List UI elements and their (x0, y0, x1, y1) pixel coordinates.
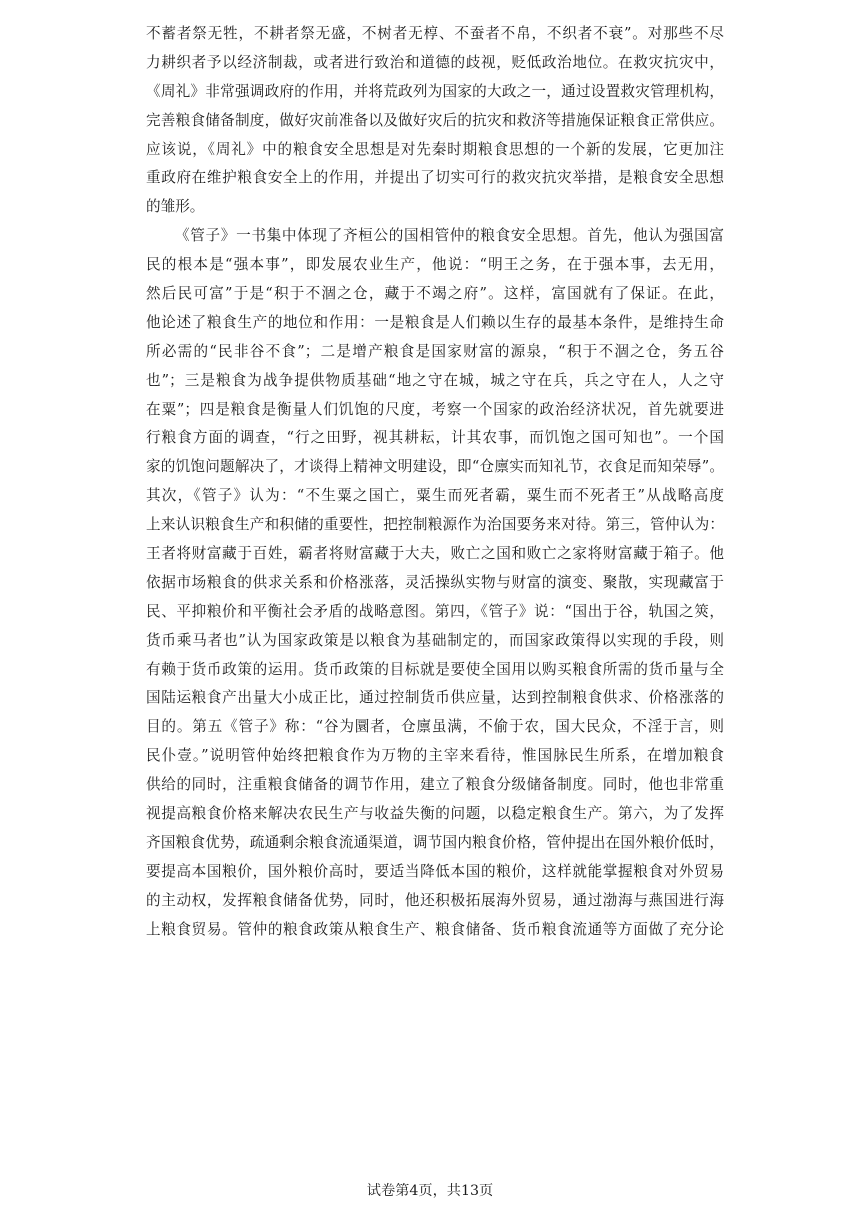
text-line: 的雏形。 (146, 198, 205, 216)
text-line: 依据市场粮食的供求关系和价格涨落，灵活操纵实物与财富的演变、聚散，实现藏富于 (146, 573, 724, 591)
text-line: 《管子》一书集中体现了齐桓公的国相管仲的粮食安全思想。首先，他认为强国富 (175, 227, 724, 245)
text-line: 货币乘马者也”认为国家政策是以粮食为基础制定的，而国家政策得以实现的手段，则 (146, 631, 724, 649)
text-line: 家的饥饱问题解决了，才谈得上精神文明建设，即“仓廪实而知礼节，衣食足而知荣辱”。 (146, 458, 724, 476)
text-line: 行粮食方面的调查，“行之田野，视其耕耘，计其农事，而饥饱之国可知也”。一个国 (146, 429, 724, 447)
text-line: 要提高本国粮价，国外粮价高时，要适当降低本国的粮价，这样就能掌握粮食对外贸易 (146, 862, 724, 880)
text-line: 《周礼》非常强调政府的作用，并将荒政列为国家的大政之一，通过设置救灾管理机构， (146, 82, 724, 100)
text-line: 所必需的“民非谷不食”；二是增产粮食是国家财富的源泉，“积于不涸之仓，务五谷 (146, 342, 724, 360)
text-line: 然后民可富”于是“积于不涸之仓，藏于不竭之府”。这样，富国就有了保证。在此， (146, 285, 724, 303)
text-line: 目的。第五《管子》称：“谷为圜者，仓廪虽满，不偷于农，国大民众，不淫于言，则 (146, 718, 724, 736)
text-line: 上来认识粮食生产和积储的重要性，把控制粮源作为治国要务来对待。第三，管仲认为： (146, 516, 724, 534)
text-line: 国陆运粮食产出量大小成正比，通过控制货币供应量，达到控制粮食供求、价格涨落的 (146, 689, 724, 707)
text-line: 在粟”；四是粮食是衡量人们饥饱的尺度，考察一个国家的政治经济状况，首先就要进 (146, 400, 724, 418)
text-line: 供给的同时，注重粮食储备的调节作用，建立了粮食分级储备制度。同时，他也非常重 (146, 776, 724, 794)
text-line: 有赖于货币政策的运用。货币政策的目标就是要使全国用以购买粮食所需的货币量与全 (146, 660, 724, 678)
text-line: 应该说，《周礼》中的粮食安全思想是对先秦时期粮食思想的一个新的发展，它更加注 (146, 140, 724, 158)
text-line: 视提高粮食价格来解决农民生产与收益失衡的问题，以稳定粮食生产。第六，为了发挥 (146, 805, 724, 823)
text-line: 民仆壹。”说明管仲始终把粮食作为万物的主宰来看待，惟国脉民生所系，在增加粮食 (146, 747, 724, 765)
text-line: 他论述了粮食生产的地位和作用：一是粮食是人们赖以生存的最基本条件，是维持生命 (146, 313, 724, 331)
text-line: 齐国粮食优势，疏通剩余粮食流通渠道，调节国内粮食价格，管仲提出在国外粮价低时， (146, 833, 724, 851)
text-line: 力耕织者予以经济制裁，或者进行致治和道德的歧视，贬低政治地位。在救灾抗灾中， (146, 53, 724, 71)
text-line: 完善粮食储备制度，做好灾前准备以及做好灾后的抗灾和救济等措施保证粮食正常供应。 (146, 111, 724, 129)
text-line: 重政府在维护粮食安全上的作用，并提出了切实可行的救灾抗灾举措，是粮食安全思想 (146, 169, 724, 187)
text-line: 王者将财富藏于百姓，霸者将财富藏于大夫，败亡之国和败亡之家将财富藏于箱子。他 (146, 545, 724, 563)
paragraph (146, 20, 724, 222)
page-footer: 试卷第4页，共13页 (366, 1183, 494, 1199)
text-line: 的主动权，发挥粮食储备优势，同时，他还积极拓展海外贸易，通过渤海与燕国进行海 (146, 891, 724, 909)
text-line: 上粮食贸易。管仲的粮食政策从粮食生产、粮食储备、货币粮食流通等方面做了充分论 (146, 920, 724, 938)
paragraph (146, 222, 724, 944)
text-line: 其次，《管子》认为：“不生粟之国亡，粟生而死者霸，粟生而不死者王”从战略高度 (146, 487, 724, 505)
article-body (146, 20, 724, 945)
text-line: 民、平抑粮价和平衡社会矛盾的战略意图。第四，《管子》说：“国出于谷，轨国之筴， (146, 602, 724, 620)
text-line: 民的根本是“强本事”，即发展农业生产，他说：“明王之务，在于强本事，去无用， (146, 256, 724, 274)
text-line: 也”；三是粮食为战争提供物质基础“地之守在城，城之守在兵，兵之守在人，人之守 (146, 371, 724, 389)
text-line: 不蓄者祭无牲，不耕者祭无盛，不树者无椁、不蚕者不帛，不织者不衰”。对那些不尽 (146, 25, 724, 42)
